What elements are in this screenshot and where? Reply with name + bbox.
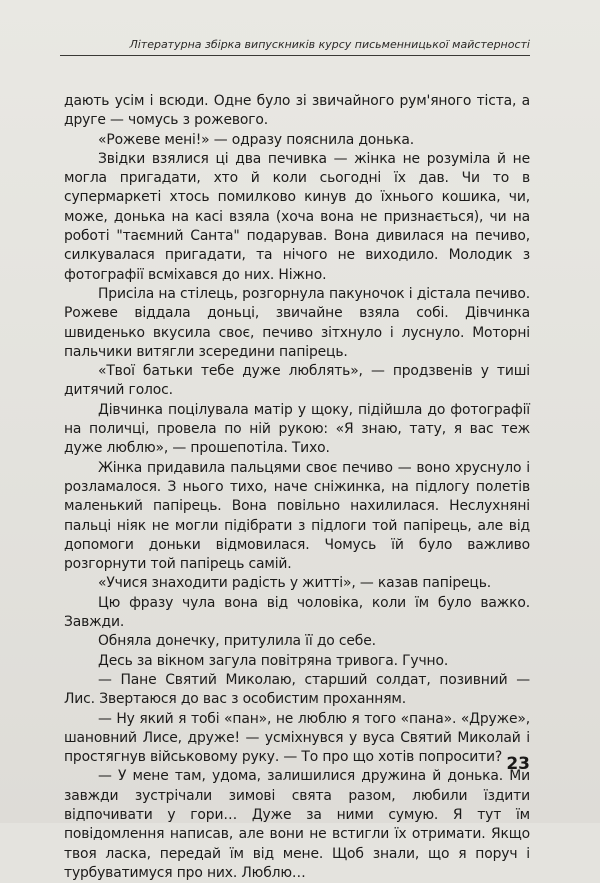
paragraph: — Ну який я тобі «пан», не люблю я того «пана». «Друже», шановний Лисе, друже! — усміхнувся у вуса Святий Миколай і простягнув військовому руку. — То про що хотів попросити? (64, 710, 530, 766)
paragraph: «Учися знаходити радість у житті», — казав папірець. (98, 575, 492, 592)
paragraph: Присіла на стілець, розгорнула пакуночок і дістала печиво. Рожеве віддала доньці, звичайне взяла собі. Дівчинка швиденько вкусила своє, печиво зітхнуло і луснуло. Моторні пальчики витягли зсередини папірець. (64, 285, 530, 360)
paragraph: — Пане Святий Миколаю, старший солдат, позивний — Лис. Звертаюся до вас з особистим проханням. (64, 671, 530, 708)
page-number: 23 (506, 754, 530, 774)
paragraph: дають усім і всюди. Одне було зі звичайного рум'яного тіста, а друге — чомусь з рожевого. (64, 93, 530, 129)
paragraph: Десь за вікном загула повітряна тривога. Гучно. (98, 652, 449, 669)
running-header: Літературна збірка випускників курсу письменницької майстерності (129, 38, 530, 51)
paragraph: Обняла донечку, притулила її до себе. (98, 633, 376, 650)
paragraph: Звідки взялися ці два печивка — жінка не розуміла й не могла пригадати, хто й коли сьогодні їх дав. Чи то в супермаркеті хтось помилково кинув до їхнього кошика, чи, може, донька на касі взяла (хоча вона не признається), чи на роботі "таємний Санта" подарував. Вона дивилася на печиво, силкувалася пригадати, та нічого не виходило. Молодик з фотографії всміхався до них. Ніжно. (64, 150, 530, 283)
paragraph: Цю фразу чула вона від чоловіка, коли їм було важко. Завжди. (64, 594, 530, 631)
paragraph: Дівчинка поцілувала матір у щоку, підійшла до фотографії на поличці, провела по ній рукою: «Я знаю, тату, я вас теж дуже люблю», — прошепотіла. Тихо. (64, 401, 530, 457)
paragraph: «Рожеве мені!» — одразу пояснила донька. (98, 131, 414, 148)
paragraph: «Твої батьки тебе дуже люблять», — продзвенів у тиші дитячий голос. (64, 363, 530, 399)
paragraph: Жінка придавила пальцями своє печиво — воно хруснуло і розламалося. З нього тихо, наче сніжинка, на підлогу полетів маленький папірець. Вона повільно нахилилася. Неслухняні пальці ніяк не могли підібрати з підлоги той папірець, але від допомоги доньки відмовилася. Чомусь їй було важливо розгорнути той папірець самій. (64, 459, 530, 573)
body-text (64, 92, 530, 883)
header-rule (60, 55, 530, 56)
paragraph: — У мене там, удома, залишилися дружина й донька. Ми завжди зустрічали зимові свята разом, любили їздити відпочивати у гори… Дуже за ними сумую. Я тут їм повідомлення написав, але вони не встигли їх отримати. Якщо твоя ласка, передай їм від мене. Щоб знали, що я поруч і турбуватимуся про них. Люблю… (64, 768, 530, 881)
